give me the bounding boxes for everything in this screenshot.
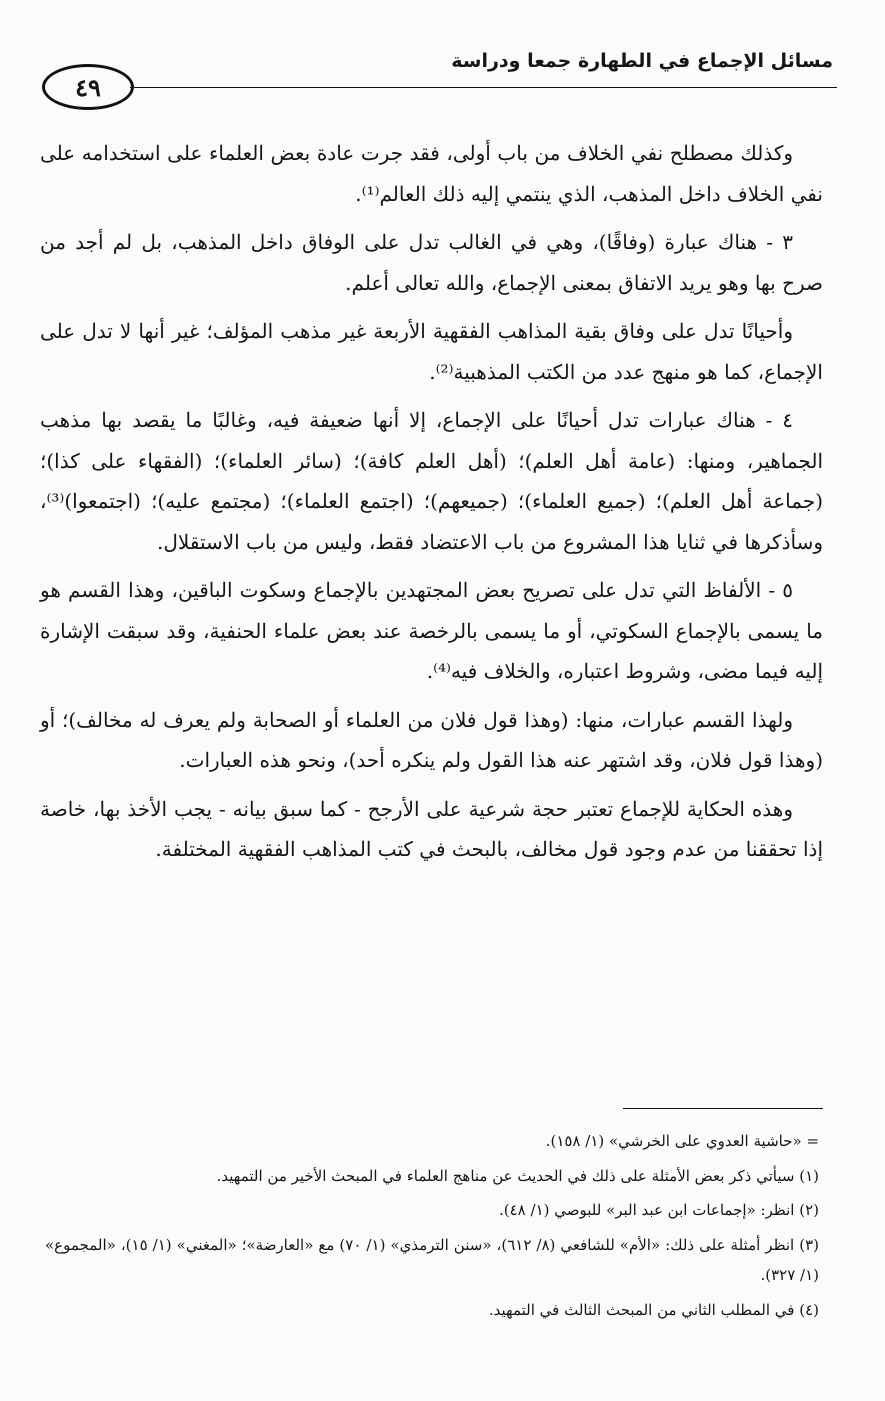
paragraph-2: ٣ - هناك عبارة (وفاقًا)، وهي في الغالب تدل على الوفاق داخل المذهب، بل لم أجد من صرح بها وهو يريد الاتفاق بمعنى الإجماع، والله تعالى أعلم. xyxy=(40,230,823,295)
footnote-continuation: = «حاشية العدوي على الخرشي» (١/ ١٥٨). xyxy=(545,1132,819,1150)
footnotes xyxy=(45,1126,819,1330)
paragraph-5: ٥ - الألفاظ التي تدل على تصريح بعض المجتهدين بالإجماع وسكوت الباقين، وهذا القسم هو ما يسمى بالإجماع السكوتي، أو ما يسمى بالرخصة عند بعض علماء الحنفية، وقد سبقت الإشارة إليه فيما مضى، وشروط اعتباره، والخلاف فيه⁽⁴⁾. xyxy=(40,578,823,683)
paragraph-6: ولهذا القسم عبارات، منها: (وهذا قول فلان من العلماء أو الصحابة ولم يعرف له مخالف)؛ أو (وهذا قول فلان، وقد اشتهر عنه هذا القول ولم ينكره أحد)، ونحو هذه العبارات. xyxy=(40,707,823,772)
footnote-3: (٣) انظر أمثلة على ذلك: «الأم» للشافعي (٨/ ٦١٢)، «سنن الترمذي» (١/ ٧٠) مع «العارضة»؛ «المغني» (١/ ١٥)، «المجموع» (١/ ٣٢٧). xyxy=(45,1235,820,1285)
main-text xyxy=(40,133,823,878)
footnote-rule xyxy=(623,1108,823,1109)
header-rule xyxy=(130,87,837,88)
paragraph-7: وهذه الحكاية للإجماع تعتبر حجة شرعية على الأرجح - كما سبق بيانه - يجب الأخذ بها، خاصة إذا تحققنا من عدم وجود قول مخالف، بالبحث في كتب المذاهب الفقهية المختلفة. xyxy=(40,796,823,861)
running-title: مسائل الإجماع في الطهارة جمعا ودراسة xyxy=(451,50,833,72)
page-number: ٤٩ xyxy=(42,64,134,110)
paragraph-3: وأحيانًا تدل على وفاق بقية المذاهب الفقهية الأربعة غير مذهب المؤلف؛ غير أنها لا تدل على الإجماع، كما هو منهج عدد من الكتب المذهبية⁽²⁾. xyxy=(40,319,823,384)
footnote-4: (٤) في المطلب الثاني من المبحث الثالث في التمهيد. xyxy=(488,1300,819,1319)
paragraph-4: ٤ - هناك عبارات تدل أحيانًا على الإجماع، إلا أنها ضعيفة فيه، وغالبًا ما يقصد بها مذهب الجماهير، ومنها: (عامة أهل العلم)؛ (أهل العلم كافة)؛ (سائر العلماء)؛ (الفقهاء على كذا)؛ (جماعة أهل العلم)؛ (جميع العلماء)؛ (جميعهم)؛ (اجتمع العلماء)؛ (مجتمع عليه)؛ (اجتمعوا)⁽³⁾، وسأذكرها في ثنايا هذا المشروع من باب الاعتضاد فقط، وليس من باب الاستقلال. xyxy=(40,408,823,554)
footnote-2: (٢) انظر: «إجماعات ابن عبد البر» للبوصي (١/ ٤٨). xyxy=(498,1201,819,1220)
paragraph-1: وكذلك مصطلح نفي الخلاف من باب أولى، فقد جرت عادة بعض العلماء على استخدامه على نفي الخلاف داخل المذهب، الذي ينتمي إليه ذلك العالم⁽¹⁾. xyxy=(40,141,823,206)
footnote-1: (١) سيأتي ذكر بعض الأمثلة على ذلك في الحديث عن مناهج العلماء في المبحث الأخير من التمهيد. xyxy=(216,1166,819,1185)
